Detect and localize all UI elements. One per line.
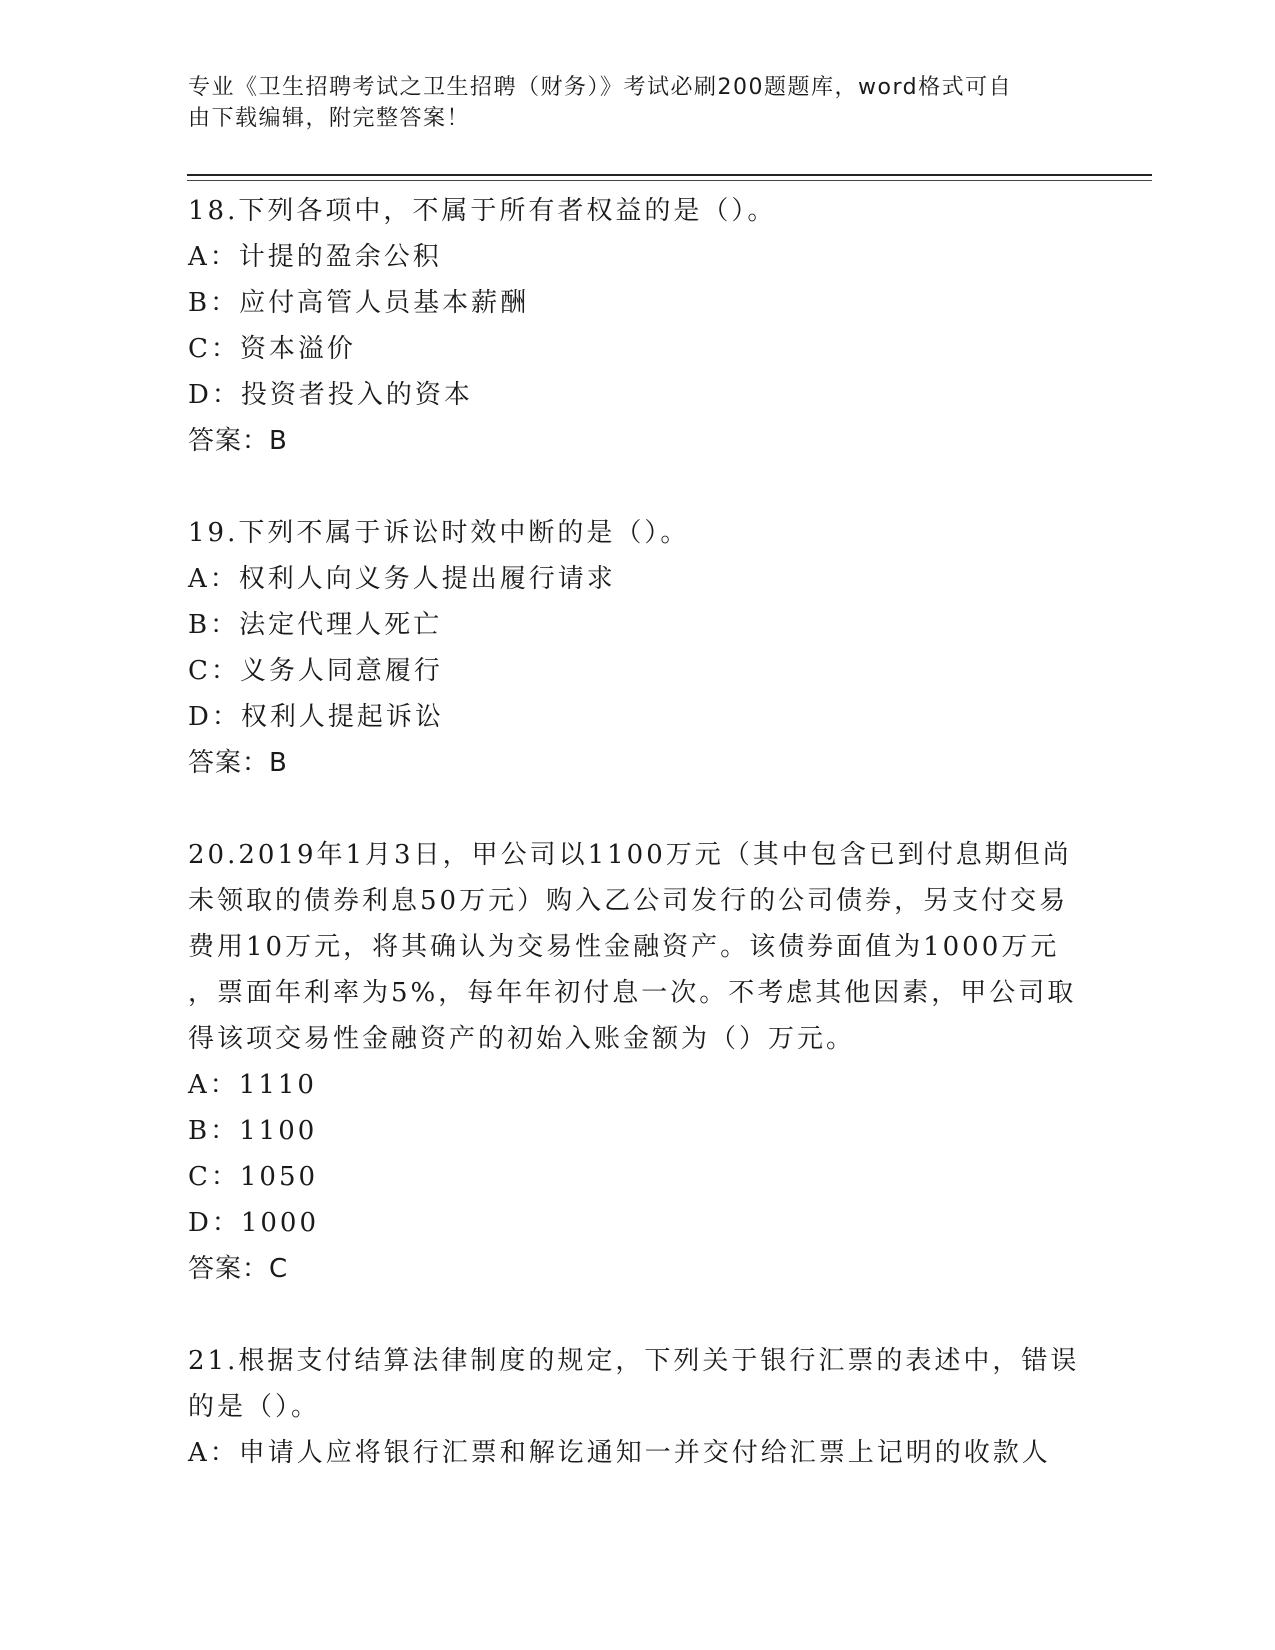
option-c: C：1050 xyxy=(188,1162,319,1192)
question-list xyxy=(188,188,1080,1522)
answer-label: 答案：C xyxy=(188,1254,289,1284)
header-divider-thin xyxy=(187,180,1152,181)
question-stem-line: 21.根据支付结算法律制度的规定，下列关于银行汇票的表述中，错误 xyxy=(188,1346,1080,1376)
answer-label: 答案：B xyxy=(188,426,288,456)
option-c: C：资本溢价 xyxy=(188,334,356,364)
answer-label: 答案：B xyxy=(188,748,288,778)
question-18 xyxy=(188,188,1068,464)
question-stem-line: 20.2019年1月3日，甲公司以1100万元（其中包含已到付息期但尚 xyxy=(188,840,1072,870)
header-line-2: 由下载编辑，附完整答案！ xyxy=(188,106,471,131)
question-stem: 19.下列不属于诉讼时效中断的是（）。 xyxy=(188,518,690,548)
header-divider-thick xyxy=(187,174,1152,176)
question-stem: 18.下列各项中，不属于所有者权益的是（）。 xyxy=(188,196,777,226)
question-stem-line: 费用10万元，将其确认为交易性金融资产。该债券面值为1000万元 xyxy=(188,932,1060,962)
question-21 xyxy=(188,1338,1080,1476)
option-c: C：义务人同意履行 xyxy=(188,656,443,686)
option-d: D：1000 xyxy=(188,1208,320,1238)
document-header xyxy=(188,72,1068,134)
option-a: A：1110 xyxy=(188,1070,317,1100)
question-stem-line: 未领取的债券利息50万元）购入乙公司发行的公司债券，另支付交易 xyxy=(188,886,1069,916)
option-d: D：权利人提起诉讼 xyxy=(188,702,444,732)
question-stem-line: 的是（）。 xyxy=(188,1392,321,1422)
option-a: A：申请人应将银行汇票和解讫通知一并交付给汇票上记明的收款人 xyxy=(188,1438,1051,1468)
option-d: D：投资者投入的资本 xyxy=(188,380,473,410)
option-a: A：权利人向义务人提出履行请求 xyxy=(188,564,616,594)
question-stem-line: ，票面年利率为5%，每年年初付息一次。不考虑其他因素，甲公司取 xyxy=(188,978,1077,1008)
option-b: B：应付高管人员基本薪酬 xyxy=(188,288,530,318)
option-b: B：法定代理人死亡 xyxy=(188,610,443,640)
question-20 xyxy=(188,832,1077,1292)
question-stem-line: 得该项交易性金融资产的初始入账金额为（）万元。 xyxy=(188,1024,856,1054)
header-line-1: 专业《卫生招聘考试之卫生招聘（财务）》考试必刷200题题库，word格式可自 xyxy=(188,75,1013,100)
option-b: B：1100 xyxy=(188,1116,318,1146)
option-a: A：计提的盈余公积 xyxy=(188,242,442,272)
question-19 xyxy=(188,510,1068,786)
